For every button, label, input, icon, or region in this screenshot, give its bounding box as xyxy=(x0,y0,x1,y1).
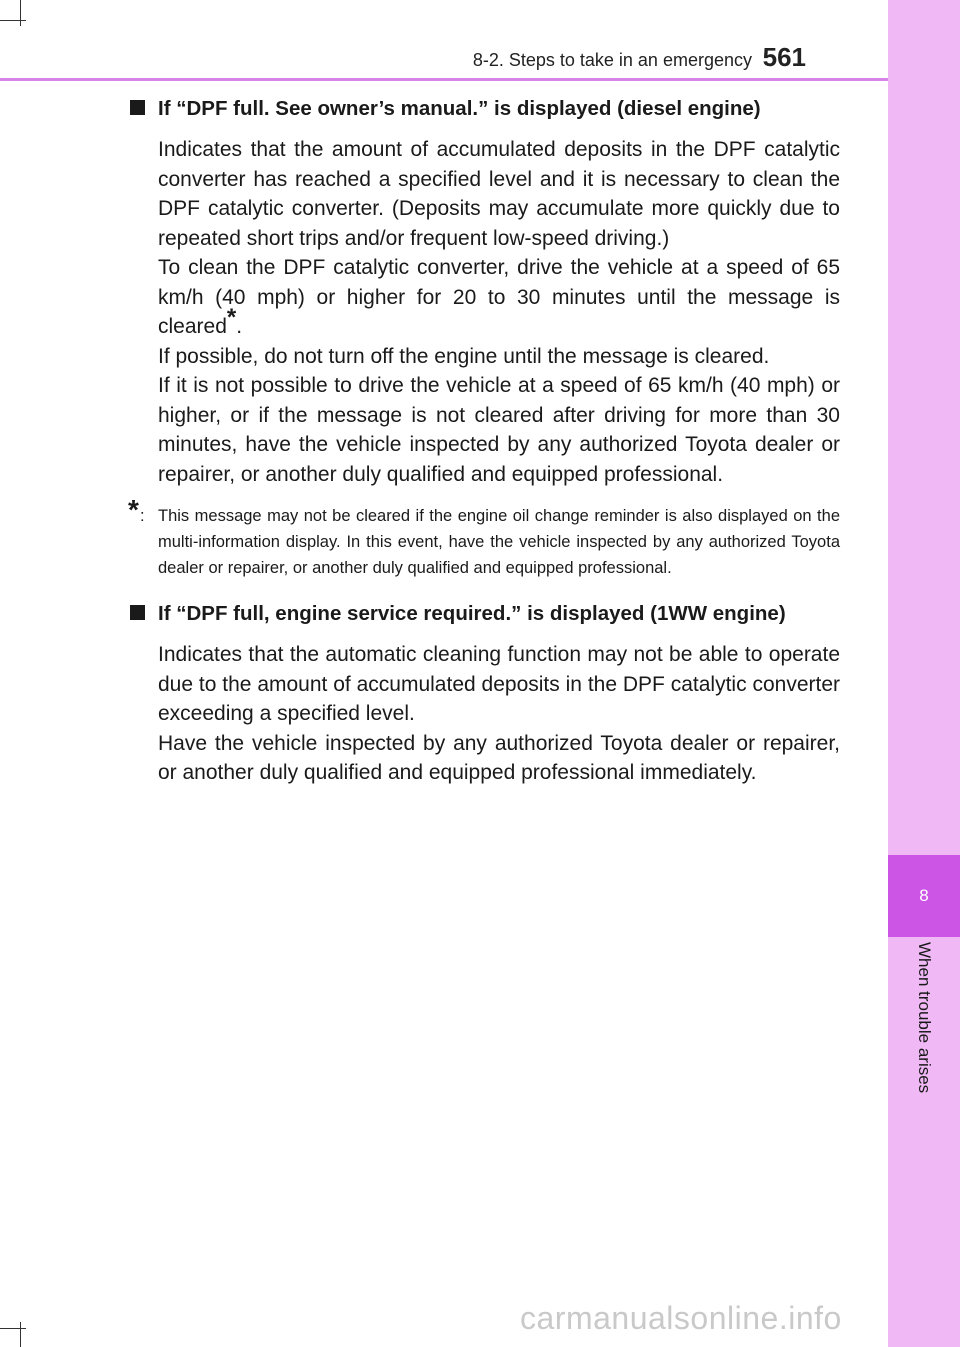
footnote: * : This message may not be cleared if the engine oil change reminder is also displayed on the multi-information display. In this event, have the vehicle inspected by any authorized Toyota dealer or repairer, or another duly qualified and equipped professional. xyxy=(128,494,840,577)
chapter-title: When trouble arises xyxy=(915,942,934,1094)
chapter-number: 8 xyxy=(888,855,960,937)
body-paragraph: If it is not possible to drive the vehicle at a speed of 65 km/h (40 mph) or higher, or if the message is not cleared after driving for more than 30 minutes, have the vehicle inspected by any authorized Toyota dealer or repairer, or another duly qualified and equipped professional. xyxy=(158,374,840,486)
watermark: carmanualsonline.info xyxy=(520,1300,842,1336)
asterisk-icon: * xyxy=(128,494,139,525)
chapter-side-tab xyxy=(888,0,960,1347)
header-rule xyxy=(0,78,888,81)
body-paragraph: Indicates that the amount of accumulated deposits in the DPF catalytic converter has reached a specified level and it is necessary to clean the DPF catalytic converter. (Deposits may accumulate more quickly due to repeated short trips and/or frequent low-speed driving.) xyxy=(158,138,840,250)
body-paragraph: Have the vehicle inspected by any authorized Toyota dealer or repairer, or another duly qualified and equipped professional immediately. xyxy=(158,731,840,784)
section-title: 8-2. Steps to take in an emergency xyxy=(472,50,752,70)
square-bullet-icon xyxy=(130,100,145,115)
crop-mark xyxy=(0,1328,26,1329)
section-heading: If “DPF full. See owner’s manual.” is displayed (diesel engine) xyxy=(128,94,840,123)
asterisk-icon: * xyxy=(226,304,237,331)
page-number: 561 xyxy=(762,42,806,72)
section-heading: If “DPF full, engine service required.” is displayed (1WW engine) xyxy=(128,599,840,628)
page-content xyxy=(128,94,840,788)
body-paragraph: Indicates that the automatic cleaning function may not be able to operate due to the amount of accumulated deposits in the DPF catalytic converter exceeding a specified level. xyxy=(158,643,840,725)
square-bullet-icon xyxy=(130,605,145,620)
page-header xyxy=(0,0,888,80)
crop-mark xyxy=(20,1322,21,1347)
body-paragraph: If possible, do not turn off the engine until the message is cleared. xyxy=(158,344,770,368)
body-paragraph: To clean the DPF catalytic converter, drive the vehicle at a speed of 65 km/h (40 mph) or higher for 20 to 30 minutes until the message is cleared*. xyxy=(158,256,840,338)
